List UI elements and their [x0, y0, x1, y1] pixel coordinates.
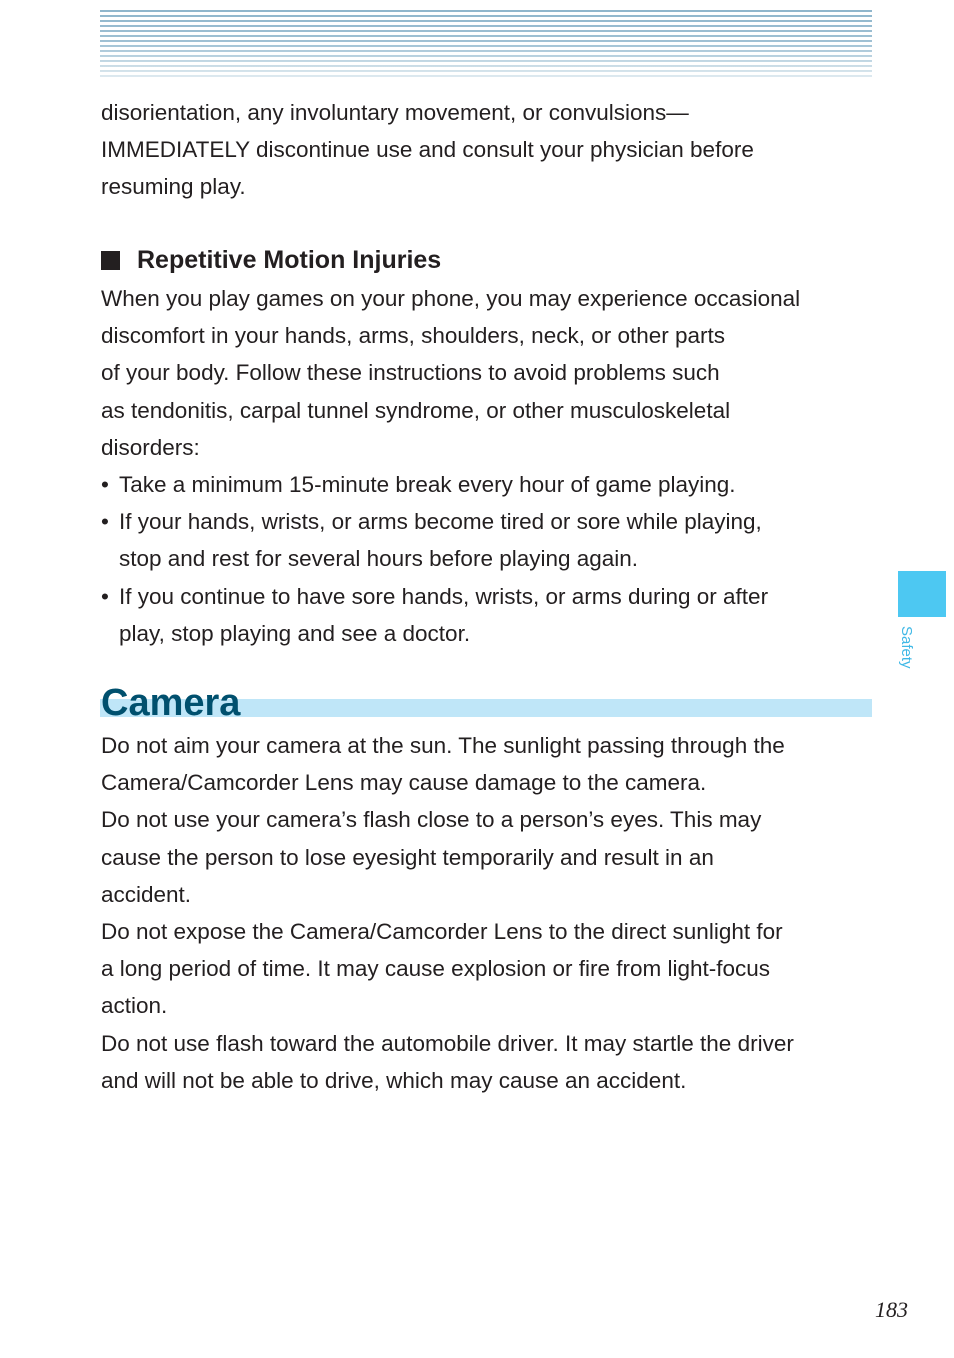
camera-paragraph: Do not aim your camera at the sun. The sunlight passing through the Camera/Camcorder Lens may cause damage to the camera.	[101, 733, 785, 796]
list-item-text: If your hands, wrists, or arms become tired or sore while playing, stop and rest for several hours before playing again.	[119, 509, 762, 572]
camera-heading: Camera	[101, 682, 241, 724]
camera-paragraph: Do not use flash toward the automobile driver. It may startle the driver and will not be able to drive, which may cause an accident.	[101, 1030, 794, 1093]
repetitive-motion-heading-text: Repetitive Motion Injuries	[137, 246, 442, 274]
header-decoration-fade	[100, 10, 872, 80]
section-side-label: Safety	[898, 626, 915, 669]
intro-paragraph: disorientation, any involuntary movement, or convulsions— IMMEDIATELY discontinue use and consult your physician before resuming play.	[101, 100, 754, 200]
list-item-text: Take a minimum 15-minute break every hour of game playing.	[119, 472, 736, 497]
section-side-tab	[898, 571, 946, 617]
list-item	[101, 503, 876, 577]
bullet-dot-icon: •	[101, 472, 109, 497]
square-bullet-icon	[101, 251, 120, 270]
camera-paragraph: Do not expose the Camera/Camcorder Lens to the direct sunlight for a long period of time. It may cause explosion or fire from light-focus action.	[101, 919, 783, 1019]
list-item	[101, 578, 876, 652]
repetitive-motion-body: When you play games on your phone, you may experience occasional discomfort in your hands, arms, shoulders, neck, or other parts of your body. Follow these instructions to avoid problems such as tendonitis, carpal tunnel syndrome, or other musculoskeletal disorders:	[101, 286, 801, 460]
list-item	[101, 466, 876, 503]
repetitive-motion-heading	[101, 240, 441, 280]
camera-body	[101, 727, 876, 1099]
repetitive-motion-list	[101, 466, 876, 652]
camera-paragraph: Do not use your camera’s flash close to a person’s eyes. This may cause the person to lose eyesight temporarily and result in an accident.	[101, 807, 762, 907]
bullet-dot-icon: •	[101, 583, 109, 609]
list-item-text: If you continue to have sore hands, wrists, or arms during or after play, stop playing and see a doctor.	[119, 583, 769, 646]
page-number: 183	[875, 1297, 908, 1322]
bullet-dot-icon: •	[101, 509, 109, 535]
